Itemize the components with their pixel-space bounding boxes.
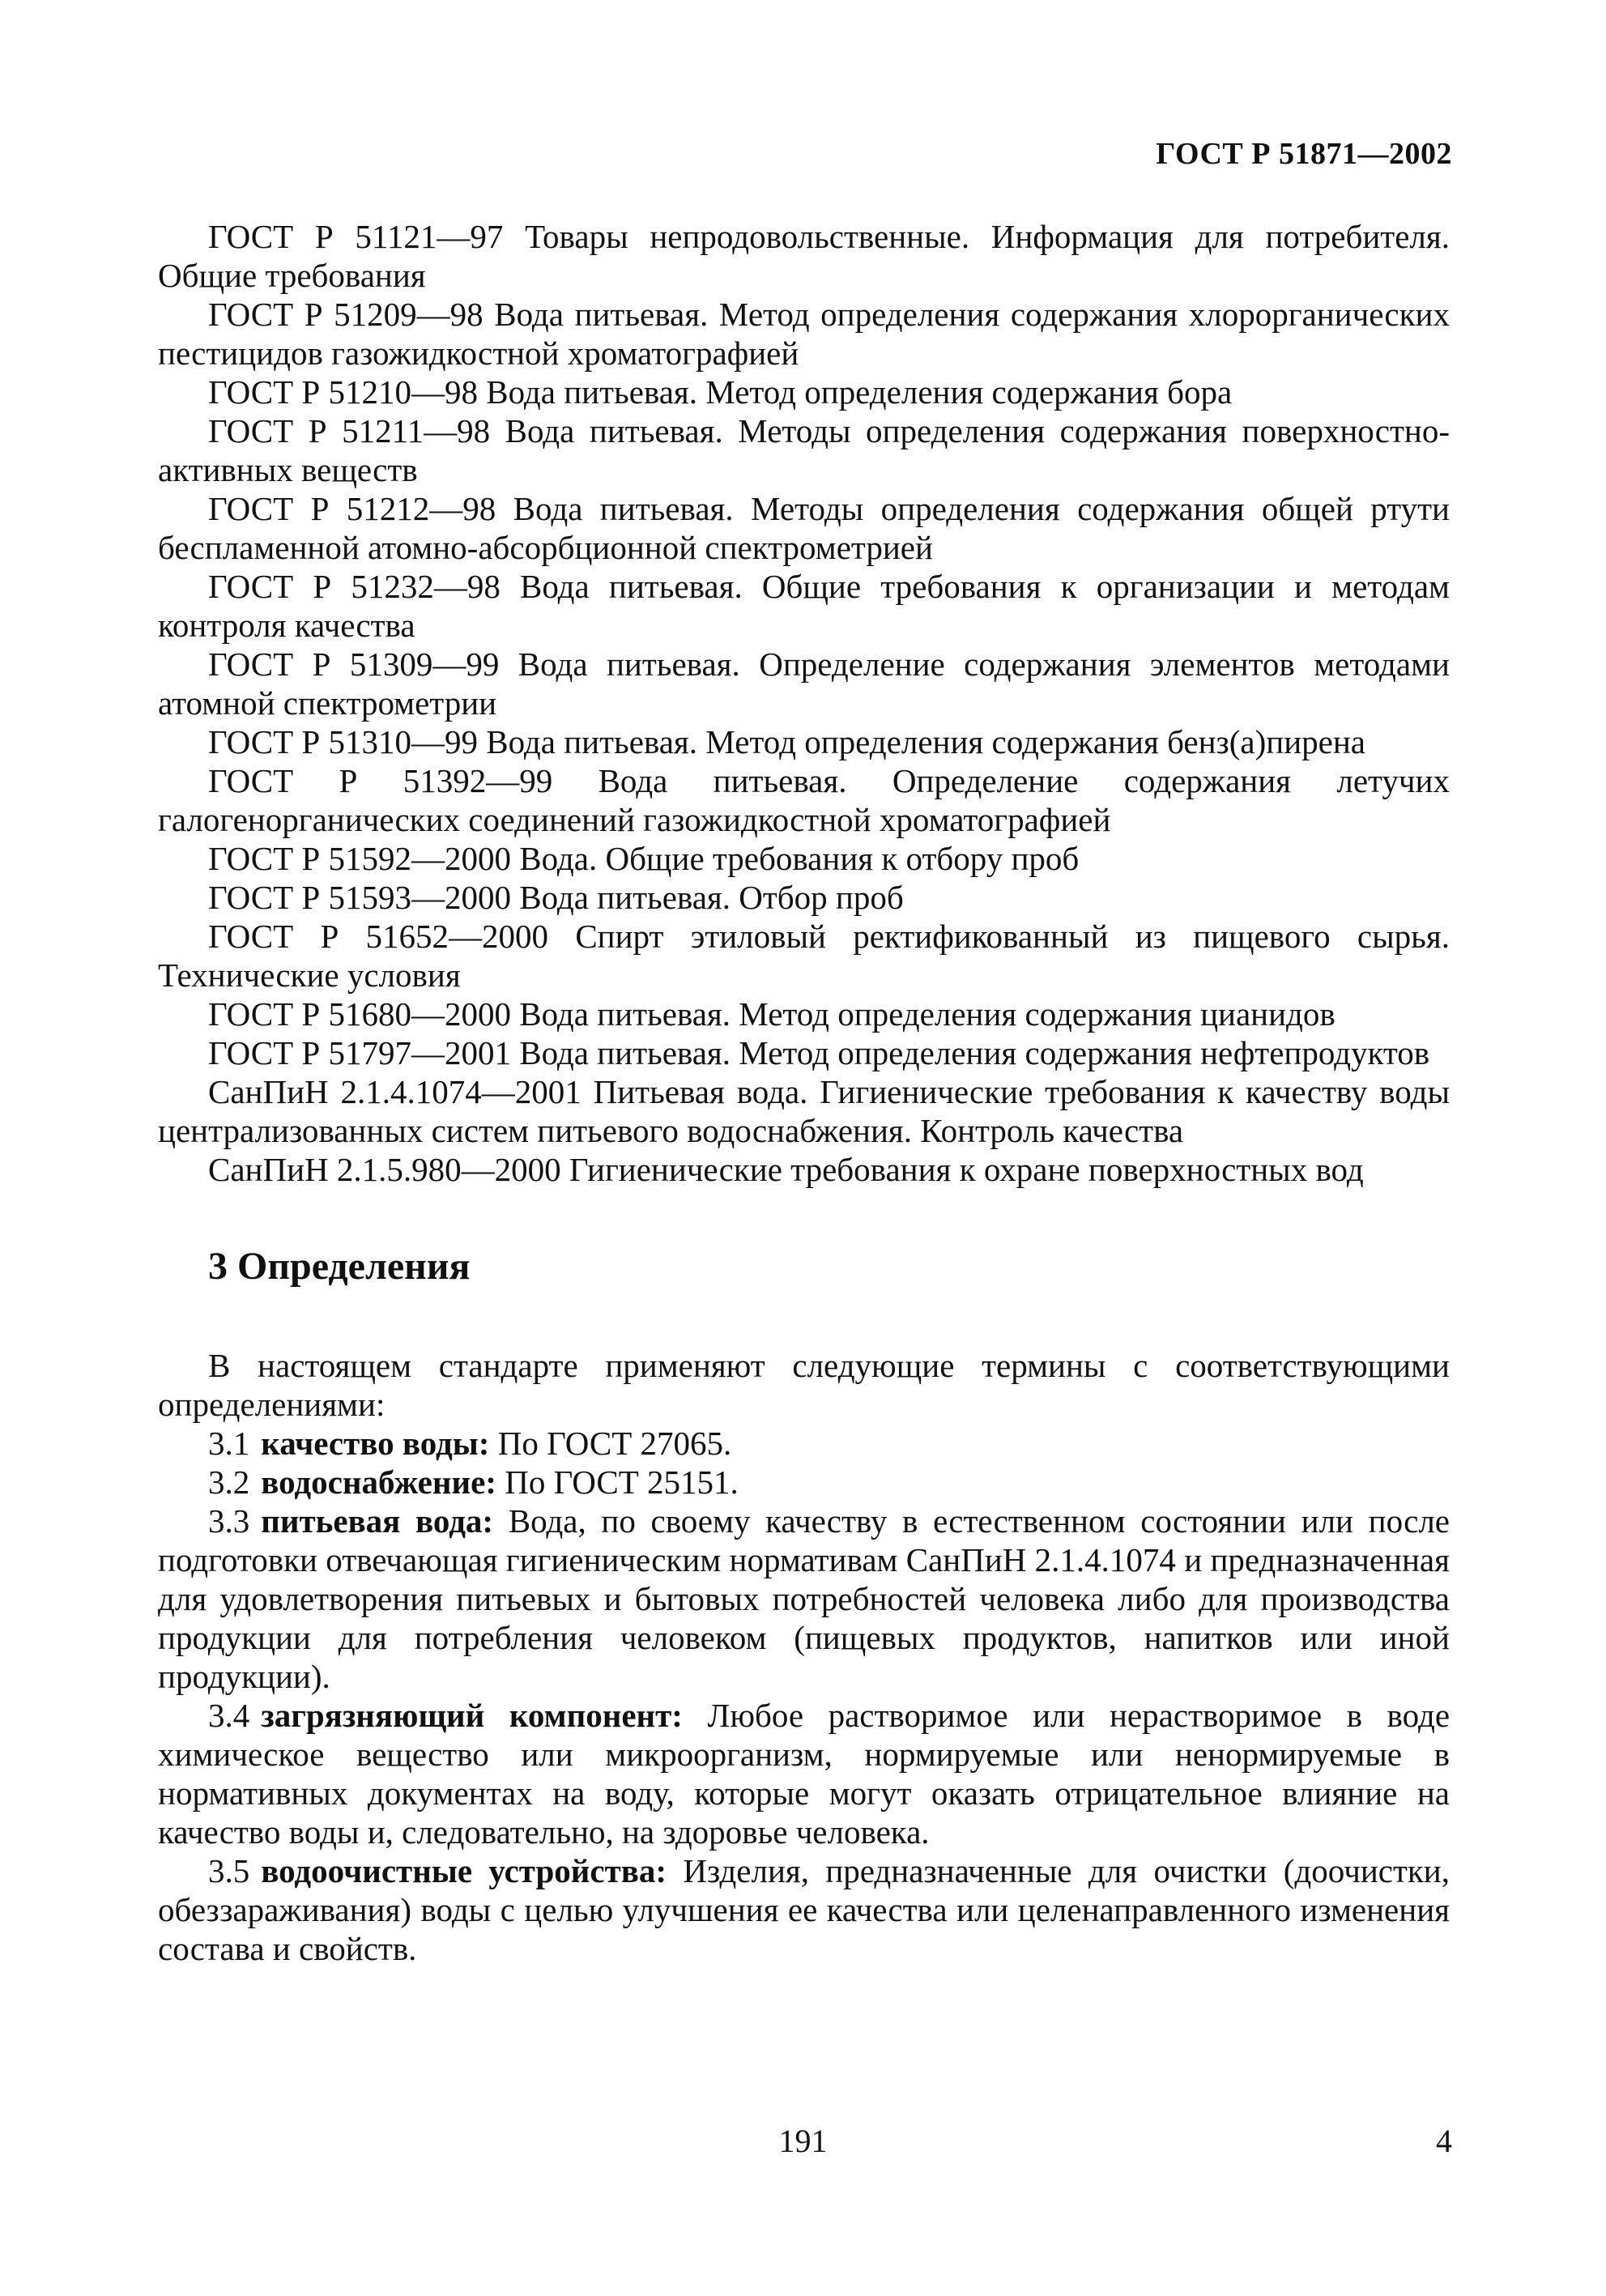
section-intro: В настоящем стандарте применяют следующие термины с соответствующими определениями: [158, 1347, 1450, 1423]
definition-number: 3.3 [208, 1502, 250, 1540]
definitions-list [158, 1424, 1450, 1968]
reference-item: ГОСТ Р 51652—2000 Спирт этиловый ректификованный из пищевого сырья. Технические условия [158, 918, 1450, 994]
definition-term: загрязняющий компонент: [261, 1697, 683, 1734]
definition-term: питьевая вода: [261, 1502, 494, 1540]
definition-item [158, 1502, 1450, 1696]
definition-text: По ГОСТ 25151. [505, 1463, 739, 1501]
definition-text: По ГОСТ 27065. [497, 1425, 732, 1462]
definition-text: Любое растворимое или нерастворимое в воде химическое вещество или микроорганизм, нормируемые или ненормируемые в нормативных документах на воду, которые могут оказать отрицательное влияние на качество воды и, следовательно, на здоровье человека. [158, 1697, 1451, 1851]
reference-item: ГОСТ Р 51310—99 Вода питьевая. Метод определения содержания бенз(а)пирена [208, 723, 1365, 760]
definition-text: Вода, по своему качеству в естественном состоянии или после подготовки отвечающая гигиеническим нормативам СанПиН 2.1.4.1074 и предназначенная для удовлетворения питьевых и бытовых потребностей человека либо для производства продукции для потребления человеком (пищевых продуктов, напитков или иной продукции). [158, 1502, 1450, 1695]
definition-number: 3.2 [208, 1463, 250, 1501]
reference-item: ГОСТ Р 51392—99 Вода питьевая. Определение содержания летучих галогенорганических соединений газожидкостной хроматографией [158, 762, 1450, 838]
document-code-header: ГОСТ Р 51871—2002 [1156, 137, 1452, 171]
definition-text: Изделия, предназначенные для очистки (доочистки, обеззараживания) воды с целью улучшения ее качества или целенаправленного изменения состава и свойств. [158, 1852, 1450, 1967]
reference-item: ГОСТ Р 51209—98 Вода питьевая. Метод определения содержания хлорорганических пестицидов газожидкостной хроматографией [158, 296, 1450, 372]
main-content [158, 217, 1450, 1968]
reference-item: ГОСТ Р 51593—2000 Вода питьевая. Отбор проб [208, 879, 904, 916]
page-number-center: 191 [778, 2123, 828, 2159]
reference-item: ГОСТ Р 51232—98 Вода питьевая. Общие требования к организации и методам контроля качества [158, 568, 1450, 644]
references-list [158, 217, 1450, 1189]
definition-number: 3.4 [208, 1697, 250, 1734]
reference-item: ГОСТ Р 51797—2001 Вода питьевая. Метод определения содержания нефтепродуктов [208, 1034, 1430, 1071]
definition-item [158, 1851, 1450, 1968]
page-number-right: 4 [1436, 2123, 1452, 2159]
definition-term: качество воды: [261, 1425, 490, 1462]
reference-item: ГОСТ Р 51210—98 Вода питьевая. Метод определения содержания бора [208, 373, 1233, 411]
reference-item: ГОСТ Р 51211—98 Вода питьевая. Методы определения содержания поверхностно-активных веществ [158, 412, 1450, 488]
section-title: 3 Определения [208, 1245, 471, 1288]
reference-item: ГОСТ Р 51309—99 Вода питьевая. Определение содержания элементов методами атомной спектрометрии [158, 645, 1450, 722]
reference-item: СанПиН 2.1.5.980—2000 Гигиенические требования к охране поверхностных вод [208, 1151, 1364, 1188]
reference-item: ГОСТ Р 51680—2000 Вода питьевая. Метод определения содержания цианидов [208, 995, 1335, 1033]
definition-number: 3.5 [208, 1852, 250, 1889]
reference-item: ГОСТ Р 51121—97 Товары непродовольственные. Информация для потребителя. Общие требования [158, 218, 1450, 294]
reference-item: ГОСТ Р 51592—2000 Вода. Общие требования к отбору проб [208, 840, 1080, 877]
definition-term: водоснабжение: [261, 1463, 496, 1501]
definition-term: водоочистные устройства: [261, 1852, 667, 1889]
definition-number: 3.1 [208, 1425, 250, 1462]
reference-item: СанПиН 2.1.4.1074—2001 Питьевая вода. Гигиенические требования к качеству воды централизованных систем питьевого водоснабжения. Контроль качества [158, 1073, 1450, 1149]
definition-item [158, 1696, 1450, 1851]
reference-item: ГОСТ Р 51212—98 Вода питьевая. Методы определения содержания общей ртути беспламенной атомно-абсорбционной спектрометрией [158, 490, 1450, 566]
definition-item [158, 1424, 1450, 1463]
definition-item [158, 1463, 1450, 1502]
